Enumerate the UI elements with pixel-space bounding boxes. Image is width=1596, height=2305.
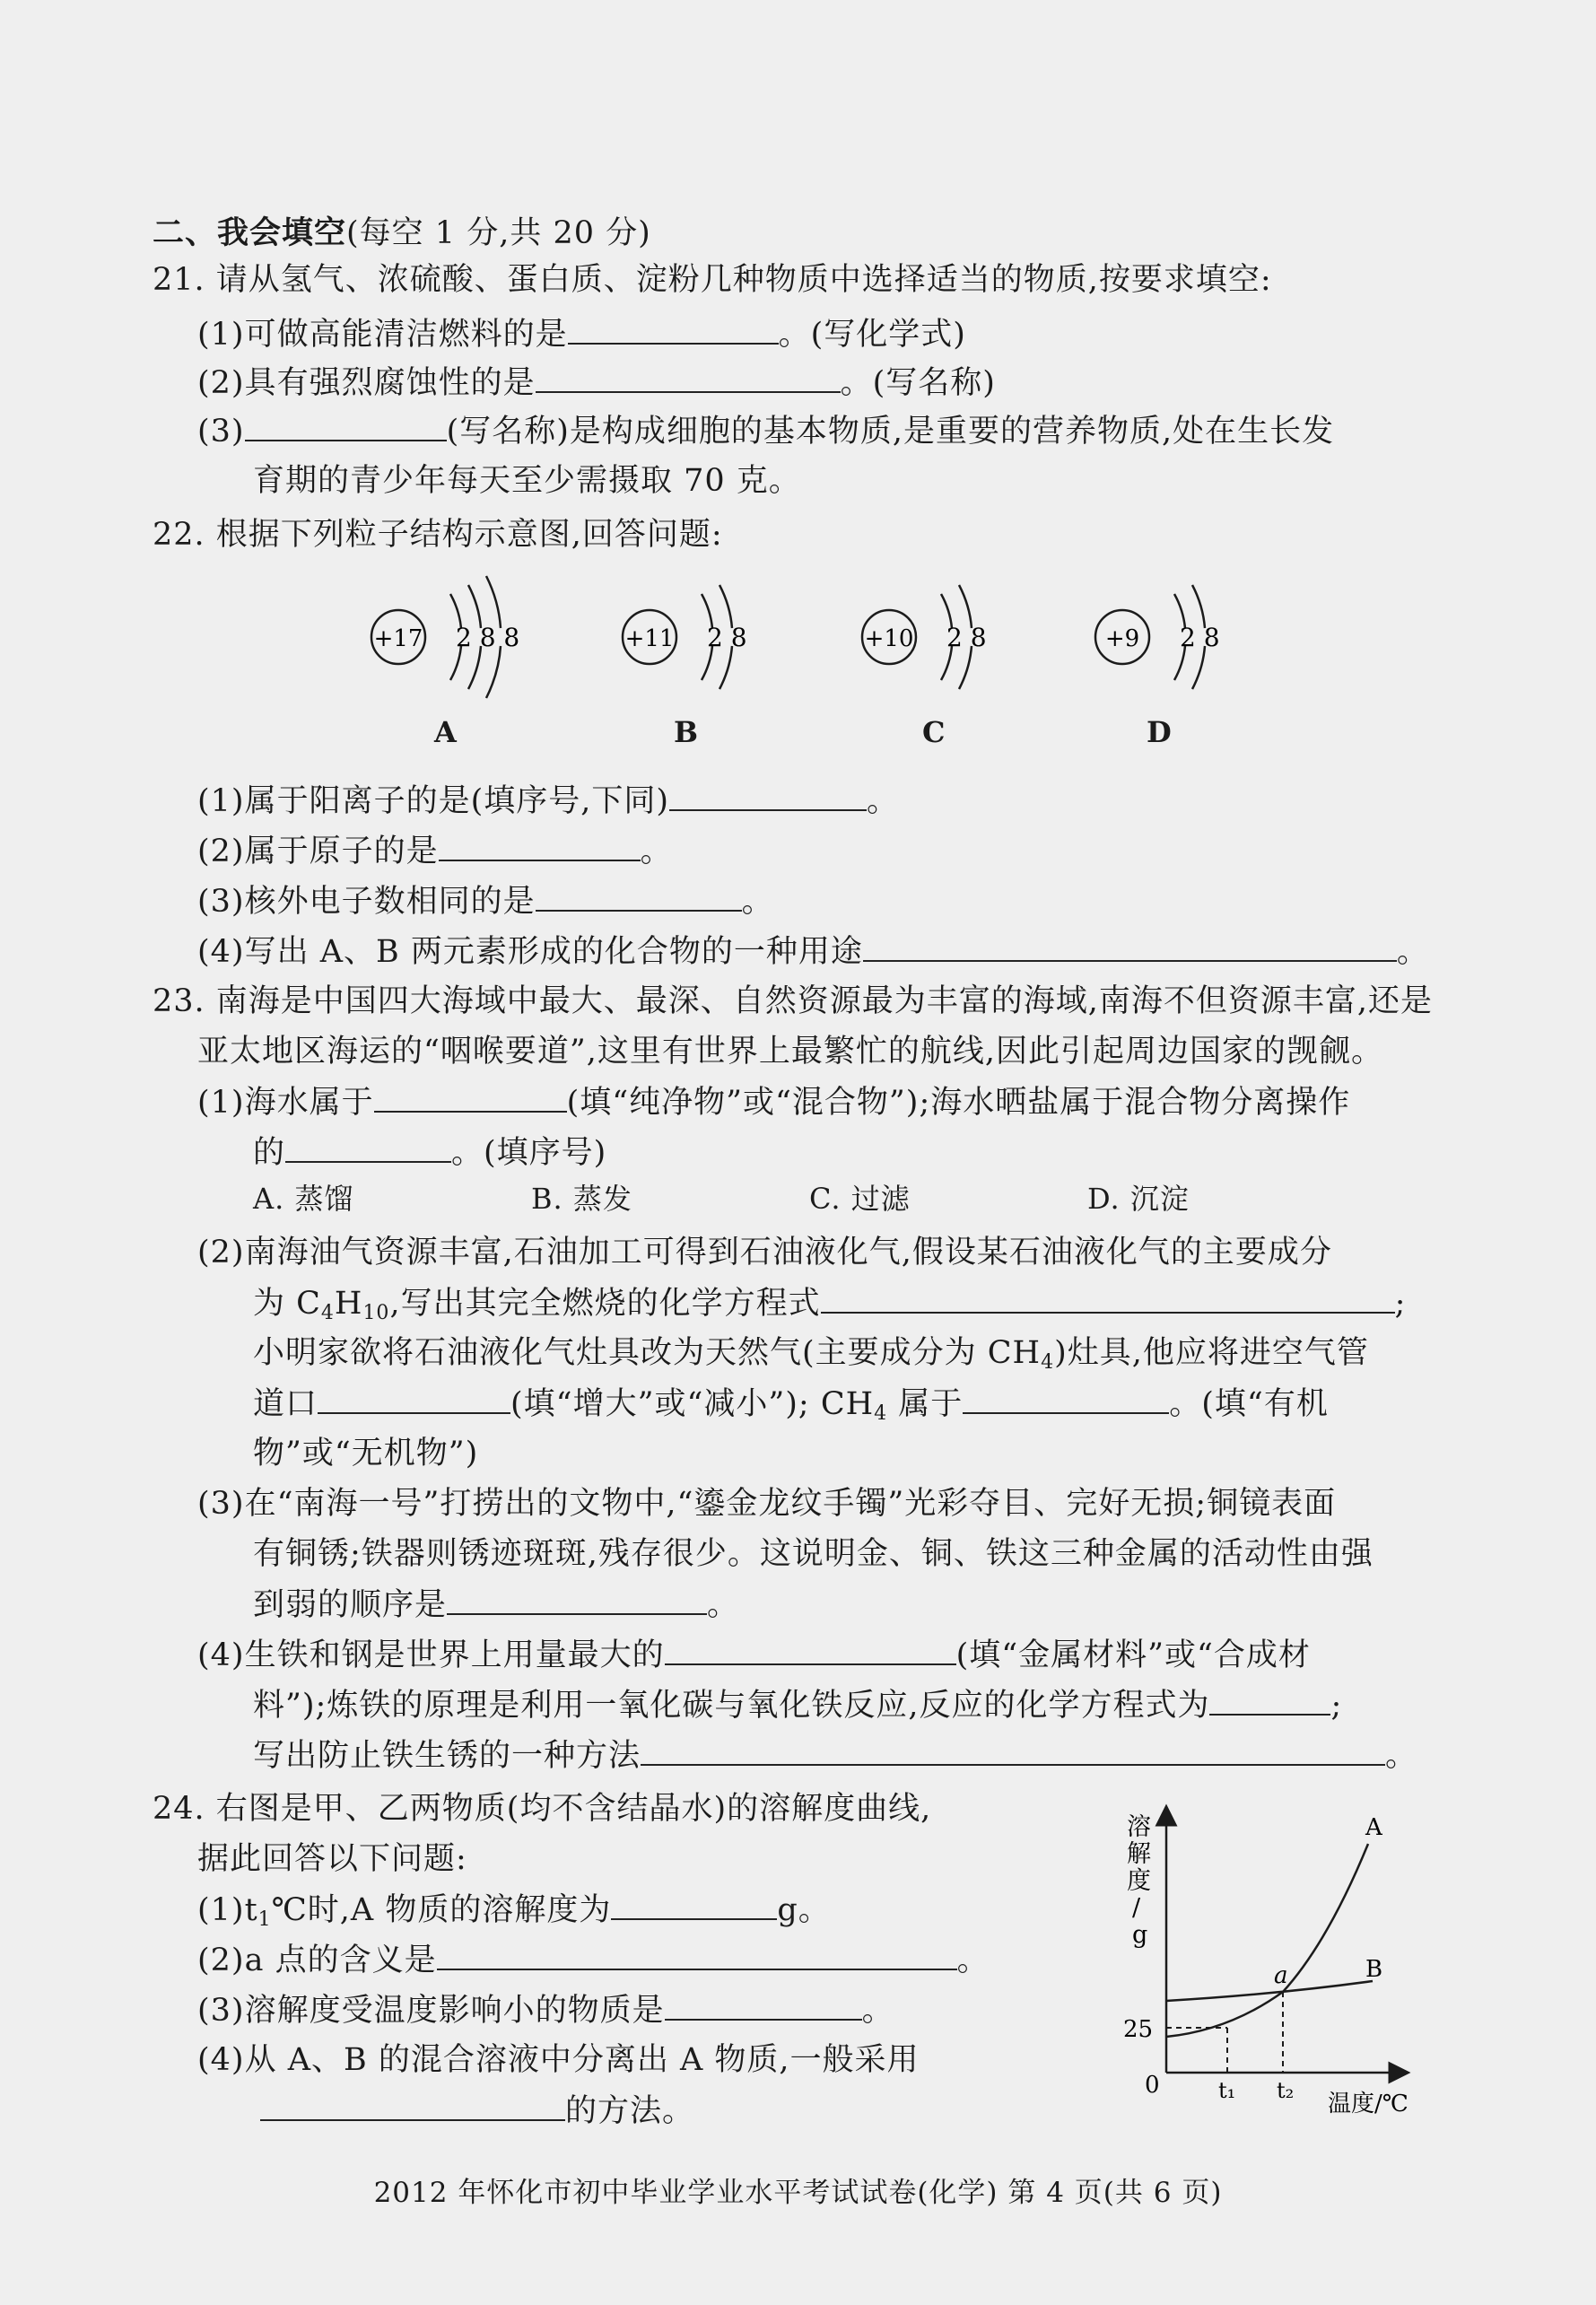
q21-stem: 21. 请从氢气、浓硫酸、蛋白质、淀粉几种物质中选择适当的物质,按要求填空: [153,262,1272,298]
q21-p1-hint: 。(写化学式) [778,317,966,353]
punct: 。 [867,783,900,819]
q23-p2-hint: 。(填“有机 [1169,1386,1329,1422]
q23-part4 [197,1633,1311,1677]
q23-part2-line3 [253,1331,1369,1384]
answer-blank[interactable] [447,1583,707,1615]
q23-stem-line2: 亚太地区海运的“咽喉要道”,这里有世界上最繁忙的航线,因此引起周边国家的觊觎。 [197,1034,1384,1070]
q22-p1-text: (1)属于阳离子的是(填序号,下同) [197,783,670,819]
q24-part1 [197,1888,831,1942]
punct: ; [1394,1286,1407,1322]
q23-p4-text: (4)生铁和钢是世界上用量最大的 [197,1637,665,1673]
q22-part4 [197,930,1429,974]
section-title: 二、我会填空 [153,215,347,251]
subscript: 10 [362,1302,390,1324]
q24-p3-text: (3)溶解度受温度影响小的物质是 [197,1993,665,2029]
answer-blank[interactable] [821,1281,1395,1314]
q21-part3-cont: 育期的青少年每天至少需摄取 70 克。 [253,463,801,499]
q22-part3 [197,879,774,923]
answer-blank[interactable] [669,779,867,811]
q23-p4-hint: (填“金属材料”或“合成材 [955,1637,1311,1673]
q23-p3-text: 到弱的顺序是 [253,1587,448,1623]
q21-p3-text: (写名称)是构成细胞的基本物质,是重要的营养物质,处在生长发 [446,414,1335,450]
series-a-curve [1166,1844,1368,2037]
q24-part2 [197,1938,990,1982]
subscript: 4 [320,1302,335,1324]
q23-p2-text7: 属于 [887,1386,964,1422]
q23-p2-text5: 道口 [253,1386,318,1422]
q23-p2-text: ,写出其完全燃烧的化学方程式 [389,1286,821,1322]
q23-part2-line4 [253,1382,1329,1436]
q23-p4-text2: 料”);炼铁的原理是利用一氧化碳与氧化铁反应,反应的化学方程式为 [253,1688,1210,1724]
answer-blank[interactable] [285,1131,451,1163]
answer-blank[interactable] [665,1988,862,2021]
answer-blank[interactable] [374,1080,567,1113]
formula-text: 为 C [253,1286,321,1322]
particle-diagram-b [619,574,798,712]
answer-blank[interactable] [536,879,742,912]
option-d: D. 沉淀 [1087,1182,1190,1216]
particle-label-c: C [922,715,946,749]
punct: 。 [861,1993,894,2029]
particle-label-b: B [674,715,699,749]
q24-part4-line2 [260,2089,694,2133]
shell-electrons: 2 8 8 [456,623,520,652]
q23-part4-line2 [253,1683,1342,1727]
subscript: 1 [257,1908,272,1931]
particle-diagram-c [859,574,1038,712]
nucleus-label: +11 [624,625,675,652]
section-note: (每空 1 分,共 20 分) [346,215,651,251]
q24-part4: (4)从 A、B 的混合溶液中分离出 A 物质,一般采用 [197,2042,920,2078]
q21-p2-text: (2)具有强烈腐蚀性的是 [197,365,536,401]
answer-blank[interactable] [863,930,1397,962]
q24-p1-unit: g。 [777,1892,831,1928]
formula-text: H [334,1286,363,1322]
q23-stem-line1: 23. 南海是中国四大海域中最大、最深、自然资源最为丰富的海域,南海不但资源丰富,还是 [153,983,1434,1019]
point-a-label: a [1274,1962,1288,1989]
answer-blank[interactable] [641,1733,1385,1766]
answer-blank[interactable] [536,361,841,393]
section-heading [153,212,651,255]
option-b: B. 蒸发 [531,1182,632,1216]
q23-p1-hint2: 。(填序号) [451,1135,607,1171]
subscript: 4 [874,1402,888,1425]
q23-part2-formula [253,1281,1406,1335]
q23-part1-cont [253,1131,606,1174]
page-footer: 2012 年怀化市初中毕业学业水平考试试卷(化学) 第 4 页(共 6 页) [373,2177,1223,2209]
punct: 。 [741,884,774,920]
q21-p3-num: (3) [197,414,245,450]
answer-blank[interactable] [665,1633,956,1665]
particle-diagram-d [1092,574,1271,712]
q22-p2-text: (2)属于原子的是 [197,834,439,869]
series-b-curve [1166,1981,1373,2001]
answer-blank[interactable] [963,1382,1169,1414]
q23-part3: (3)在“南海一号”打捞出的文物中,“鎏金龙纹手镯”光彩夺目、完好无损;铜镜表面 [197,1486,1337,1522]
q22-part1 [197,779,899,823]
q22-part2 [197,829,673,873]
solubility-chart [1112,1799,1453,2126]
y-tick-label: 25 [1123,2016,1154,2043]
origin-label: 0 [1145,2072,1160,2099]
q21-part2 [197,361,996,405]
q21-part1 [197,312,966,356]
q23-options [253,1177,1190,1220]
q21-part3 [197,409,1334,453]
q23-p2-text3: 小明家欲将石油液化气灶具改为天然气(主要成分为 CH [253,1335,1042,1371]
q23-p1-text: (1)海水属于 [197,1085,374,1121]
nucleus-label: +17 [373,625,423,652]
q22-stem: 22. 根据下列粒子结构示意图,回答问题: [153,517,723,553]
q23-part2: (2)南海油气资源丰富,石油加工可得到石油液化气,假设某石油液化气的主要成分 [197,1235,1332,1270]
q23-part2-line5: 物”或“无机物”) [253,1436,479,1471]
q23-part3-line2: 有铜锈;铁器则锈迹斑斑,残存很少。这说明金、铜、铁这三种金属的活动性由强 [253,1536,1374,1572]
option-c: C. 过滤 [809,1182,911,1216]
x-axis-label: 温度/℃ [1328,2091,1408,2117]
y-axis-label: 溶解度/ g [1127,1813,1151,1949]
x-tick-label-t1: t₁ [1218,2078,1236,2103]
q23-part4-line3 [253,1733,1417,1777]
shell-electrons: 2 8 [1180,623,1220,652]
particle-label-d: D [1147,715,1172,749]
q23-part3-line3 [253,1583,739,1627]
q24-p4-text2: 的方法。 [565,2093,695,2129]
q24-p2-text: (2)a 点的含义是 [197,1943,437,1978]
answer-blank[interactable] [437,1938,957,1970]
shell-electrons: 2 8 [946,623,987,652]
answer-blank[interactable] [568,312,779,345]
shell-electrons: 2 8 [707,623,747,652]
q22-p4-text: (4)写出 A、B 两元素形成的化合物的一种用途 [197,934,863,970]
nucleus-label: +10 [864,625,914,652]
nucleus-label: +9 [1104,625,1140,652]
answer-blank[interactable] [245,409,447,441]
answer-blank[interactable] [318,1382,510,1414]
q24-p1-text: (1)t [197,1892,258,1928]
q24-part3 [197,1988,894,2032]
punct: 。 [1396,934,1429,970]
answer-blank[interactable] [439,829,641,861]
option-a: A. 蒸馏 [253,1182,354,1216]
x-tick-label-t2: t₂ [1277,2078,1295,2103]
q24-p1-text2: ℃时,A 物质的溶解度为 [271,1892,612,1928]
series-b-label: B [1365,1956,1383,1983]
punct: 。 [640,834,673,869]
punct: 。 [1385,1738,1418,1774]
q23-p2-text6: (填“增大”或“减小”); CH [510,1386,875,1422]
q22-p3-text: (3)核外电子数相同的是 [197,884,536,920]
series-a-label: A [1365,1814,1382,1841]
q23-p1-text2: 的 [253,1135,286,1171]
q23-p2-text4: )灶具,他应将进空气管 [1054,1335,1369,1371]
q21-p2-hint: 。(写名称) [840,365,996,401]
answer-blank[interactable] [611,1888,777,1920]
q24-stem-line1: 24. 右图是甲、乙两物质(均不含结晶水)的溶解度曲线, [153,1791,932,1827]
punct: 。 [956,1943,990,1978]
answer-blank[interactable] [1209,1683,1330,1716]
punct: ; [1330,1688,1343,1724]
particle-label-a: A [434,715,457,749]
subscript: 4 [1041,1351,1055,1374]
punct: 。 [707,1587,740,1623]
q24-stem-line2: 据此回答以下问题: [197,1841,467,1877]
q23-p1-hint: (填“纯净物”或“混合物”);海水晒盐属于混合物分离操作 [566,1085,1351,1121]
particle-diagram-a [368,574,547,712]
q23-part1 [197,1080,1350,1124]
q21-p1-text: (1)可做高能清洁燃料的是 [197,317,568,353]
q23-p4-text3: 写出防止铁生锈的一种方法 [253,1738,641,1774]
answer-blank[interactable] [260,2089,565,2121]
